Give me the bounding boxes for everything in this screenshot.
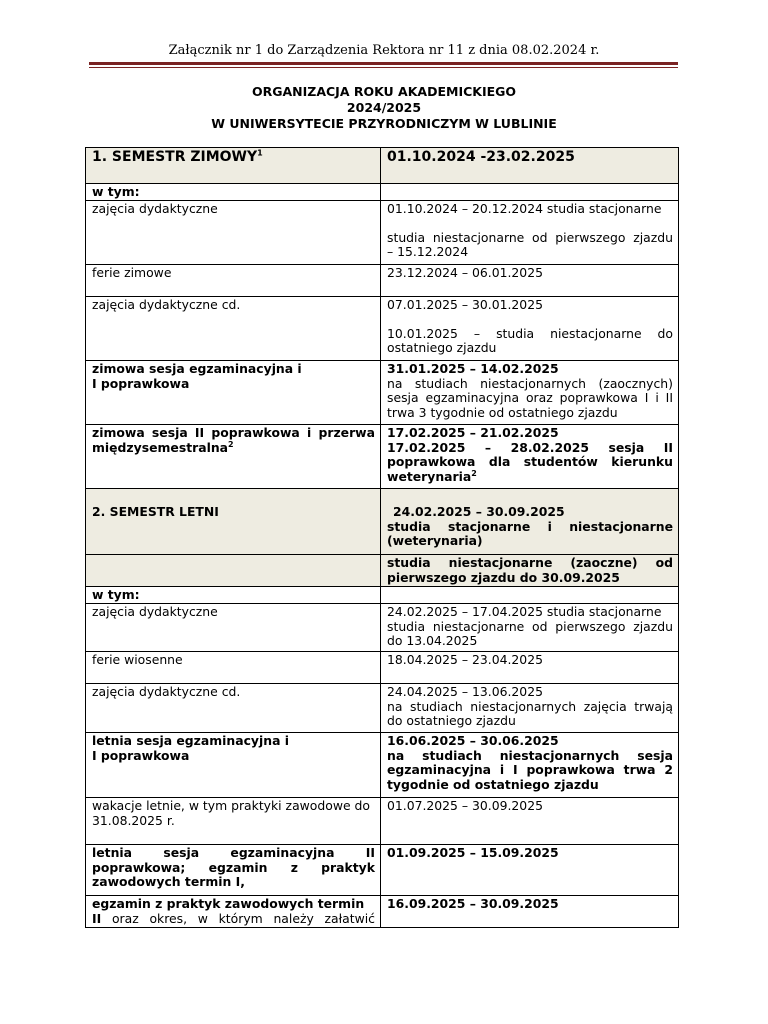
row-label: egzamin z praktyk zawodowych termin II oraz okres, w którym należy załatwić xyxy=(86,896,381,928)
table-row xyxy=(86,265,679,297)
row-value: 24.04.2025 – 13.06.2025 na studiach niestacjonarnych zajęcia trwają do ostatniego zjazdu xyxy=(381,684,679,733)
academic-calendar-table xyxy=(85,147,679,928)
row-value: 01.09.2025 – 15.09.2025 xyxy=(381,845,679,896)
summer-semester-label: 2. SEMESTR LETNI xyxy=(86,489,381,555)
winter-semester-dates: 01.10.2024 -23.02.2025 xyxy=(381,148,679,184)
table-row xyxy=(86,425,679,489)
row-value: 07.01.2025 – 30.01.2025 10.01.2025 – studia niestacjonarne do ostatniego zjazdu xyxy=(381,297,679,361)
row-label: zajęcia dydaktyczne cd. xyxy=(86,684,381,733)
row-label: wakacje letnie, w tym praktyki zawodowe do 31.08.2025 r. xyxy=(86,798,381,845)
row-value: 23.12.2024 – 06.01.2025 xyxy=(381,265,679,297)
document-title-line3: W UNIWERSYTECIE PRZYRODNICZYM W LUBLINIE xyxy=(211,116,557,131)
row-value: 17.02.2025 – 21.02.2025 17.02.2025 – 28.02.2025 sesja II poprawkowa dla studentów kierunku weterynaria$^2$ xyxy=(381,425,679,489)
header-rule-thick xyxy=(89,62,678,65)
table-row xyxy=(86,652,679,684)
row-label: zimowa sesja egzaminacyjna i I poprawkowa xyxy=(86,361,381,425)
row-label: ferie zimowe xyxy=(86,265,381,297)
table-row xyxy=(86,733,679,798)
row-label: ferie wiosenne xyxy=(86,652,381,684)
table-row xyxy=(86,184,679,201)
row-value: 01.07.2025 – 30.09.2025 xyxy=(381,798,679,845)
summer-semester-row xyxy=(86,489,679,555)
row-label: zajęcia dydaktyczne xyxy=(86,604,381,652)
row-value: 16.09.2025 – 30.09.2025 xyxy=(381,896,679,928)
summer-semester-dates: 24.02.2025 – 30.09.2025 studia stacjonarne i niestacjonarne (weterynaria) xyxy=(381,489,679,555)
table-row xyxy=(86,297,679,361)
row-label: zajęcia dydaktyczne xyxy=(86,201,381,265)
winter-semester-row xyxy=(86,148,679,184)
row-value: 01.10.2024 – 20.12.2024 studia stacjonarne studia niestacjonarne od pierwszego zjazdu – 15.12.2024 xyxy=(381,201,679,265)
row-value: 16.06.2025 – 30.06.2025 na studiach niestacjonarnych sesja egzaminacyjna i I poprawkowa trwa 2 tygodnie od ostatniego zjazdu xyxy=(381,733,679,798)
row-label: letnia sesja egzaminacyjna II poprawkowa; egzamin z praktyk zawodowych termin I, xyxy=(86,845,381,896)
in-that-label: w tym: xyxy=(86,184,381,201)
row-label: letnia sesja egzaminacyjna i I poprawkowa xyxy=(86,733,381,798)
table-row xyxy=(86,684,679,733)
header-rule-thin xyxy=(89,67,678,68)
summer-extramural-row xyxy=(86,555,679,587)
table-row xyxy=(86,604,679,652)
winter-semester-label: 1. SEMESTR ZIMOWY$^1$ xyxy=(86,148,381,184)
table-row xyxy=(86,201,679,265)
row-label: zimowa sesja II poprawkowa i przerwa międzysemestralna$^2$ xyxy=(86,425,381,489)
document-title-line1: ORGANIZACJA ROKU AKADEMICKIEGO xyxy=(251,84,517,99)
table-row xyxy=(86,845,679,896)
table-row xyxy=(86,587,679,604)
row-value: 18.04.2025 – 23.04.2025 xyxy=(381,652,679,684)
document-title-line2: 2024/2025 xyxy=(346,100,422,115)
row-value: 31.01.2025 – 14.02.2025 na studiach niestacjonarnych (zaocznych) sesja egzaminacyjna oraz poprawkowa I i II trwa 3 tygodnie od ostatniego zjazdu xyxy=(381,361,679,425)
attachment-note: Załącznik nr 1 do Zarządzenia Rektora nr 11 z dnia 08.02.2024 r. xyxy=(168,43,600,58)
table-row xyxy=(86,798,679,845)
summer-extramural-dates: studia niestacjonarne (zaoczne) od pierwszego zjazdu do 30.09.2025 xyxy=(381,555,679,587)
table-row xyxy=(86,361,679,425)
in-that-label: w tym: xyxy=(86,587,381,604)
table-row xyxy=(86,896,679,928)
row-label: zajęcia dydaktyczne cd. xyxy=(86,297,381,361)
row-value: 24.02.2025 – 17.04.2025 studia stacjonarne studia niestacjonarne od pierwszego zjazdu do 13.04.2025 xyxy=(381,604,679,652)
